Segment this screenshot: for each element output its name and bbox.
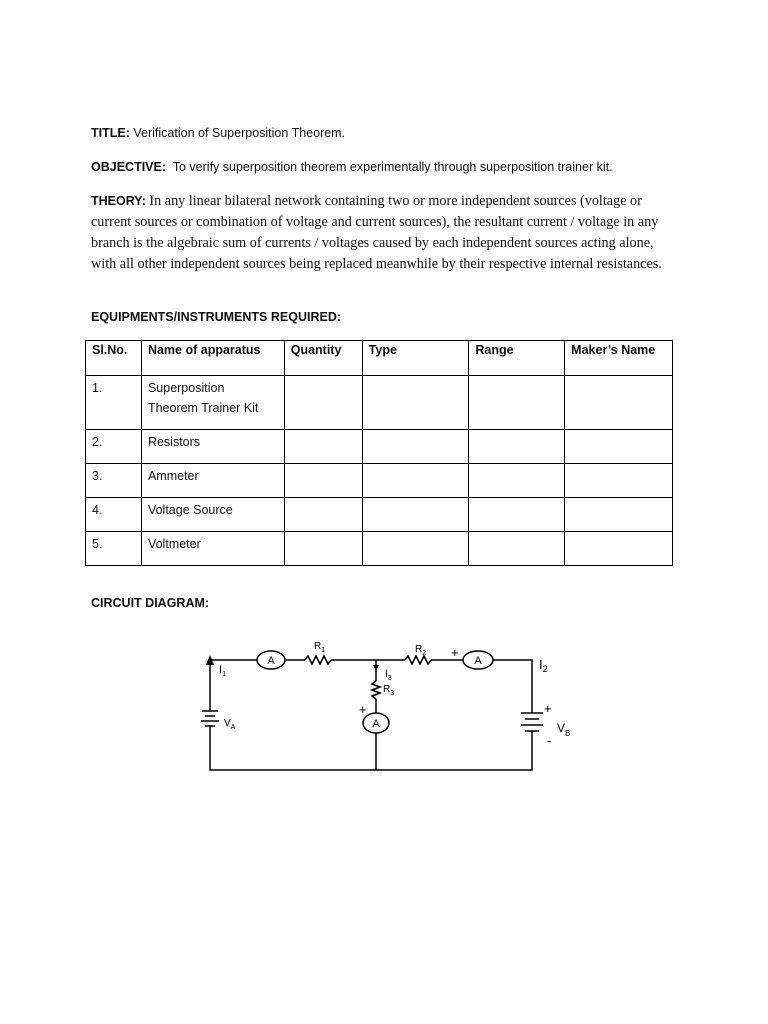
i3-label: $I_3$ <box>385 669 392 682</box>
resistor-r2-icon <box>405 656 431 664</box>
r1-label: $R_1$ <box>314 641 326 654</box>
cell-range <box>469 532 565 566</box>
header-range: Range <box>469 341 565 376</box>
cell-makers-name <box>565 532 673 566</box>
cell-sl-no: 1. <box>86 376 142 430</box>
cell-type <box>362 376 469 430</box>
resistor-r3-icon <box>372 681 380 699</box>
battery-vb-minus: - <box>547 733 552 748</box>
cell-apparatus-name: Resistors <box>141 430 284 464</box>
cell-apparatus-name: Voltmeter <box>141 532 284 566</box>
table-row <box>86 376 673 430</box>
cell-type <box>362 464 469 498</box>
header-type: Type <box>362 341 469 376</box>
circuit-diagram <box>195 635 595 780</box>
cell-sl-no: 2. <box>86 430 142 464</box>
header-quantity: Quantity <box>284 341 362 376</box>
ammeter-3-label: A <box>372 718 380 730</box>
cell-range <box>469 464 565 498</box>
ammeter-2-plus: + <box>451 645 459 660</box>
header-name-of-apparatus: Name of apparatus <box>141 341 284 376</box>
objective-label: OBJECTIVE: <box>91 160 167 174</box>
battery-vb-icon <box>521 711 543 735</box>
cell-type <box>362 498 469 532</box>
cell-makers-name <box>565 376 673 430</box>
cell-apparatus-name: Voltage Source <box>141 498 284 532</box>
theory-text: In any linear bilateral network containing two or more independent sources (voltage or current sources or combination of voltage and current sources), the resultant current / voltage in any branch is the algebraic sum of currents / voltages caused by each independent sources acting alone, with all other independent sources being replaced meanwhile by their respective internal resistances. <box>91 193 662 272</box>
circuit-diagram-heading: CIRCUIT DIAGRAM: <box>91 596 210 610</box>
current-arrow-icon <box>373 665 379 671</box>
apparatus-name-line1: Superposition <box>147 381 225 395</box>
cell-sl-no: 5. <box>86 532 142 566</box>
equipments-heading: EQUIPMENTS/INSTRUMENTS REQUIRED: <box>91 310 342 324</box>
objective-line <box>91 160 613 174</box>
theory-label: THEORY: <box>91 194 146 208</box>
objective-text: To verify superposition theorem experimentally through superposition trainer kit. <box>172 160 613 174</box>
ammeter-1-label: A <box>267 655 275 667</box>
cell-makers-name <box>565 464 673 498</box>
r3-label: $R_3$ <box>383 684 395 697</box>
theory-paragraph <box>91 191 681 275</box>
wire-bottom <box>210 730 532 770</box>
cell-sl-no: 4. <box>86 498 142 532</box>
cell-quantity <box>284 532 362 566</box>
cell-range <box>469 376 565 430</box>
cell-quantity <box>284 430 362 464</box>
cell-range <box>469 498 565 532</box>
ammeter-2-label: A <box>474 655 482 667</box>
vb-label: $V_B$ <box>557 721 571 738</box>
table-row <box>86 430 673 464</box>
apparatus-name-line2: Theorem Trainer Kit <box>147 401 259 415</box>
cell-range <box>469 430 565 464</box>
cell-type <box>362 532 469 566</box>
cell-quantity <box>284 376 362 430</box>
title-text: Verification of Superposition Theorem. <box>133 126 346 140</box>
table-row <box>86 498 673 532</box>
resistor-r1-icon <box>305 656 331 664</box>
i1-label: $I_1$ <box>219 664 226 678</box>
ammeter-3-plus: + <box>359 702 367 717</box>
table-row <box>86 464 673 498</box>
i2-label: $I_2$ <box>539 657 548 674</box>
cell-makers-name <box>565 430 673 464</box>
header-sl-no: Sl.No. <box>86 341 142 376</box>
cell-quantity <box>284 464 362 498</box>
table-row <box>86 532 673 566</box>
equipment-table <box>85 340 673 566</box>
cell-apparatus-name: Ammeter <box>141 464 284 498</box>
r2-label: $R_2$ <box>415 644 427 657</box>
table-header-row <box>86 341 673 376</box>
title-line <box>91 126 345 140</box>
header-makers-name: Maker’s Name <box>565 341 673 376</box>
battery-vb-plus: + <box>544 701 552 716</box>
cell-sl-no: 3. <box>86 464 142 498</box>
cell-type <box>362 430 469 464</box>
wire-right-top <box>493 660 532 711</box>
cell-makers-name <box>565 498 673 532</box>
va-label: $V_A$ <box>224 718 236 731</box>
battery-va-icon <box>201 709 219 730</box>
title-label: TITLE: <box>91 126 130 140</box>
cell-quantity <box>284 498 362 532</box>
cell-apparatus-name <box>141 376 284 430</box>
